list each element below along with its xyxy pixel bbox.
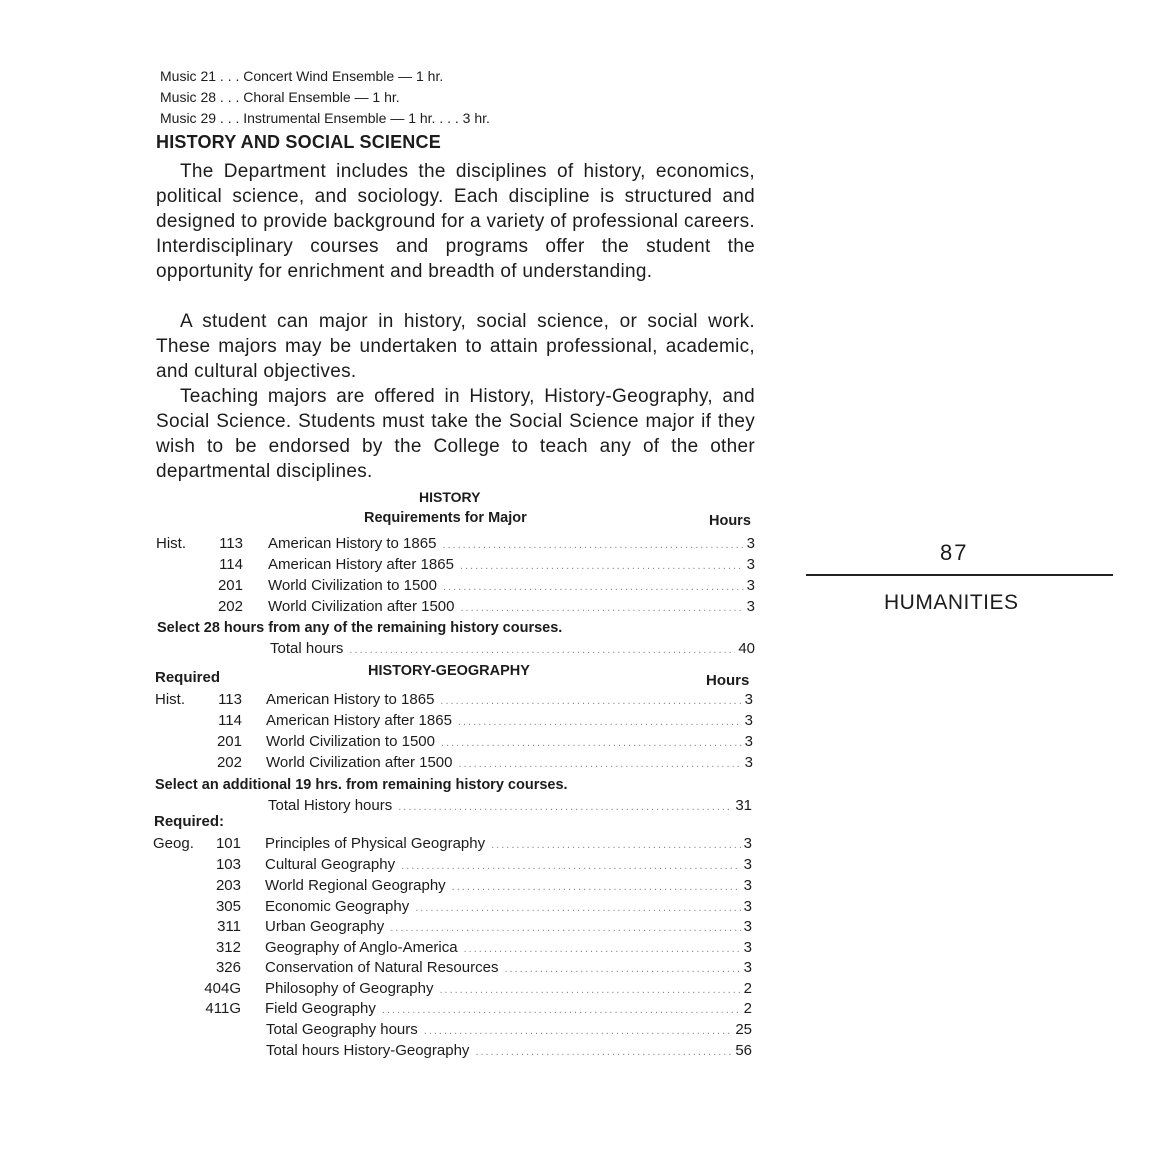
course-hours: 3 [743, 959, 752, 976]
course-hours: 2 [743, 1000, 752, 1017]
course-number: 305 [215, 898, 241, 915]
geo-prefix: Geog. [153, 835, 194, 852]
hg-required-label: Required [155, 669, 221, 686]
hg-title: HISTORY-GEOGRAPHY [368, 663, 530, 679]
course-number: 312 [215, 939, 241, 956]
music-line-29: Music 29 . . . Instrumental Ensemble — 1 hr. . . . 3 hr. [160, 110, 490, 126]
course-hours: 3 [743, 918, 752, 935]
dot-leader [382, 1004, 741, 1016]
history-title: HISTORY [419, 489, 481, 505]
dot-leader [458, 758, 741, 770]
history-subtitle: Requirements for Major [364, 510, 527, 526]
page-number: 87 [940, 540, 969, 565]
course-name: Geography of Anglo-America [265, 939, 458, 956]
dot-leader [415, 902, 740, 914]
dot-leader [390, 922, 740, 934]
dot-leader [424, 1025, 733, 1037]
course-hours: 3 [744, 733, 753, 750]
history-hours-header: Hours [709, 513, 751, 529]
course-hours: 3 [746, 598, 755, 615]
hg-history-prefix: Hist. [155, 691, 185, 708]
course-name: Conservation of Natural Resources [265, 959, 499, 976]
table-row [268, 577, 755, 594]
dot-leader [440, 695, 741, 707]
course-hours: 3 [744, 754, 753, 771]
table-row [265, 835, 752, 852]
course-name: Cultural Geography [265, 856, 396, 873]
table-row [265, 959, 752, 976]
hg-history-total-row [268, 797, 752, 814]
dot-leader [491, 839, 741, 851]
dot-leader [441, 737, 742, 749]
history-select-note: Select 28 hours from any of the remaining history courses. [157, 620, 563, 636]
course-name: World Civilization after 1500 [266, 754, 453, 771]
course-name: Economic Geography [265, 898, 410, 915]
course-number: 103 [215, 856, 241, 873]
total-hours: 31 [735, 797, 752, 814]
history-prefix: Hist. [156, 535, 186, 552]
course-hours: 3 [746, 556, 755, 573]
course-number: 201 [217, 577, 243, 594]
course-hours: 3 [744, 691, 753, 708]
hg-select-note: Select an additional 19 hrs. from remaining history courses. [155, 777, 568, 793]
sidebar-divider [806, 574, 1113, 576]
dot-leader [442, 539, 743, 551]
course-number: 113 [219, 535, 243, 552]
table-row [265, 898, 752, 915]
total-hours: 40 [738, 640, 755, 657]
course-number: 113 [218, 691, 242, 708]
dot-leader [475, 1046, 732, 1058]
course-name: American History to 1865 [268, 535, 437, 552]
course-name: American History after 1865 [266, 712, 452, 729]
course-name: World Civilization after 1500 [268, 598, 455, 615]
course-number: 202 [217, 598, 243, 615]
course-hours: 3 [743, 835, 752, 852]
course-number: 114 [218, 712, 242, 729]
history-total-row [270, 640, 755, 657]
dot-leader [460, 602, 743, 614]
table-row [265, 856, 752, 873]
dot-leader [464, 943, 741, 955]
total-label: Total History hours [268, 797, 393, 814]
course-name: Philosophy of Geography [265, 980, 434, 997]
table-row [266, 733, 753, 750]
course-name: World Civilization to 1500 [268, 577, 437, 594]
course-number: 326 [215, 959, 241, 976]
dot-leader [458, 716, 742, 728]
table-row [266, 712, 753, 729]
course-name: World Regional Geography [265, 877, 446, 894]
course-name: American History to 1865 [266, 691, 435, 708]
geo-total-row [266, 1021, 752, 1038]
table-row [266, 754, 753, 771]
course-hours: 2 [743, 980, 752, 997]
dot-leader [452, 881, 741, 893]
majors-paragraph: A student can major in history, social science, or social work. These majors may be undertaken to attain professional, academic, and cultural objectives. [156, 311, 755, 382]
course-hours: 3 [746, 535, 755, 552]
dot-leader [443, 581, 744, 593]
course-number: 101 [215, 835, 241, 852]
music-line-28: Music 28 . . . Choral Ensemble — 1 hr. [160, 89, 400, 105]
course-number: 114 [219, 556, 243, 573]
course-hours: 3 [746, 577, 755, 594]
course-name: World Civilization to 1500 [266, 733, 435, 750]
dot-leader [439, 984, 740, 996]
table-row [266, 691, 753, 708]
table-row [265, 918, 752, 935]
dot-leader [401, 860, 741, 872]
dot-leader [460, 560, 744, 572]
total-label: Total hours [270, 640, 344, 657]
dot-leader [504, 963, 740, 975]
total-label: Total hours History-Geography [266, 1042, 470, 1059]
course-hours: 3 [744, 712, 753, 729]
course-name: Principles of Physical Geography [265, 835, 486, 852]
course-hours: 3 [743, 898, 752, 915]
course-number: 404G [204, 980, 241, 997]
course-name: American History after 1865 [268, 556, 454, 573]
course-hours: 3 [743, 939, 752, 956]
total-hours: 56 [735, 1042, 752, 1059]
course-name: Urban Geography [265, 918, 385, 935]
dot-leader [349, 644, 735, 656]
course-number: 202 [216, 754, 242, 771]
table-row [268, 535, 755, 552]
music-line-21: Music 21 . . . Concert Wind Ensemble — 1 hr. [160, 68, 444, 84]
course-number: 201 [216, 733, 242, 750]
course-number: 411G [205, 1000, 241, 1017]
teaching-paragraph: Teaching majors are offered in History, History-Geography, and Social Science. Students must take the Social Science major if they wish to be endorsed by the College to teach any of the other departmental disciplines. [156, 386, 755, 482]
dot-leader [398, 801, 732, 813]
table-row [265, 939, 752, 956]
table-row [265, 980, 752, 997]
geo-required-label: Required: [154, 813, 225, 830]
section-heading: HISTORY AND SOCIAL SCIENCE [156, 132, 441, 152]
table-row [268, 556, 755, 573]
table-row [265, 1000, 752, 1017]
course-number: 311 [217, 918, 241, 935]
course-number: 203 [215, 877, 241, 894]
hg-hours-header: Hours [706, 672, 750, 689]
course-name: Field Geography [265, 1000, 376, 1017]
intro-paragraph: The Department includes the disciplines of history, economics, political science, and sociology. Each discipline is structured and designed to provide background for a variety of professional careers. Interdisciplinary courses and programs offer the student the opportunity for enrichment and breadth of understanding. [156, 161, 755, 282]
course-hours: 3 [743, 856, 752, 873]
total-label: Total Geography hours [266, 1021, 418, 1038]
grand-total-row [266, 1042, 752, 1059]
course-hours: 3 [743, 877, 752, 894]
table-row [268, 598, 755, 615]
total-hours: 25 [735, 1021, 752, 1038]
table-row [265, 877, 752, 894]
section-label: HUMANITIES [884, 591, 1019, 614]
